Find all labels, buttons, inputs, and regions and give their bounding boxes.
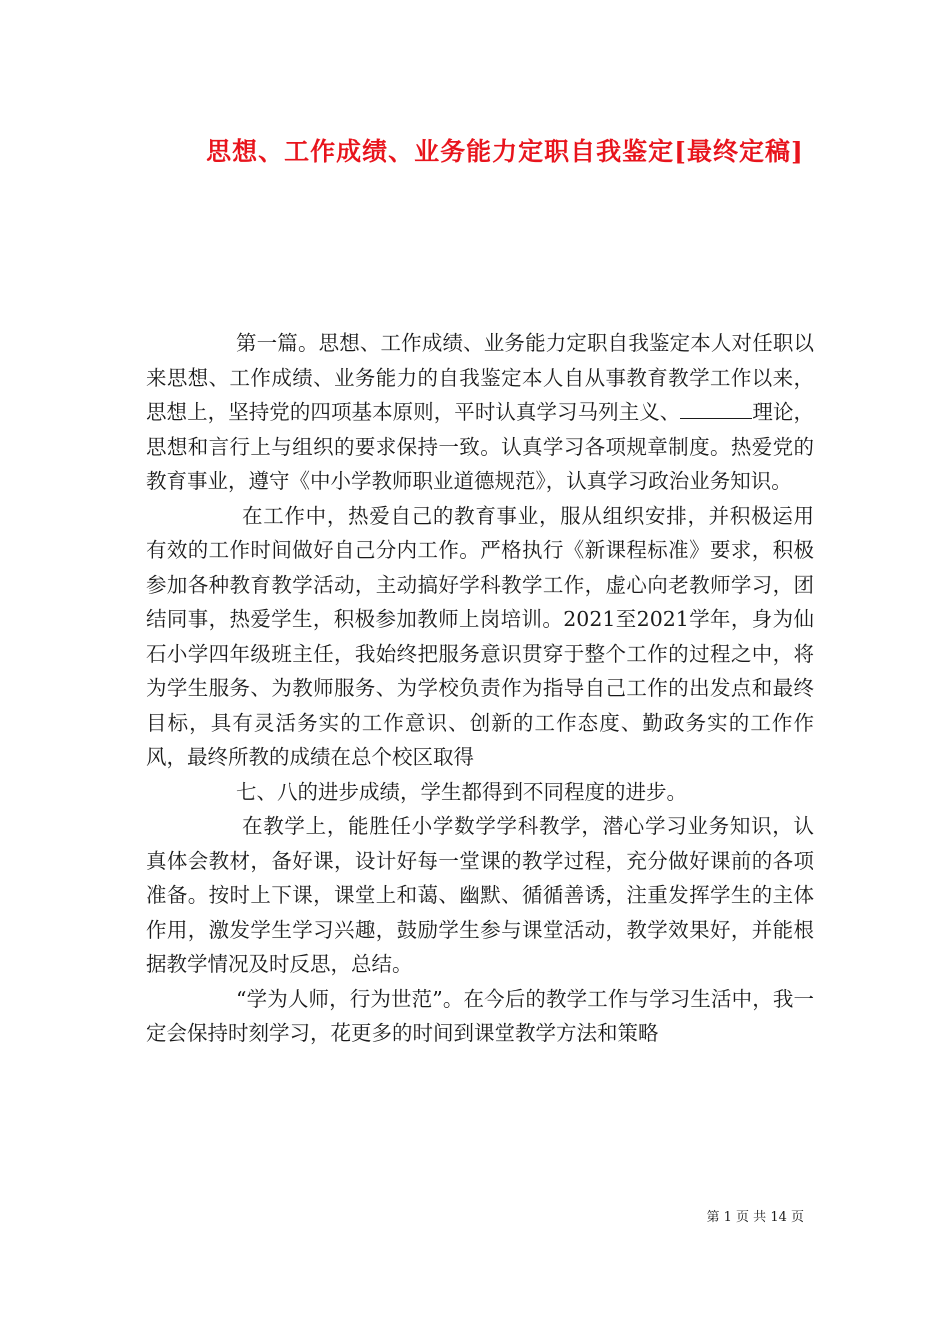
paragraph: 在教学上，能胜任小学数学学科教学，潜心学习业务知识，认真体会教材，备好课，设计好每一堂课的教学过程，充分做好课前的各项准备。按时上下课，课堂上和蔼、幽默、循循善诱，注重发挥学生的主体作用，激发学生学习兴趣，鼓励学生参与课堂活动，教学效果好，并能根据教学情况及时反思，总结。 [146,814,814,976]
page-number: 第 1 页 共 14 页 [706,1210,804,1225]
paragraph: “学为人师，行为世范”。在今后的教学工作与学习生活中，我一定会保持时刻学习，花更多的时间到课堂教学方法和策略 [146,986,814,1045]
paragraph-text: 理论，思想和言行上与组织的要求保持一致。认真学习各项规章制度。热爱党的教育事业，遵守《中小学教师职业道德规范》，认真学习政治业务知识。 [146,400,814,493]
paragraph: 七、八的进步成绩，学生都得到不同程度的进步。 [236,779,687,804]
paragraph-text: 第一篇。思想、工作成绩、业务能力定职自我鉴定本人对任职以来思想、工作成绩、业务能力的自我鉴定本人自从事教育教学工作以来，思想上，坚持党的四项基本原则，平时认真学习马列主义、 [146,331,814,424]
paragraph: 在工作中，热爱自己的教育事业，服从组织安排，并积极运用有效的工作时间做好自己分内工作。严格执行《新课程标准》要求，积极参加各种教育教学活动，主动搞好学科教学工作，虚心向老教师学习，团结同事，热爱学生，积极参加教师上岗培训。2021至2021学年，身为仙石小学四年级班主任，我始终把服务意识贯穿于整个工作的过程之中，将为学生服务、为教师服务、为学校负责作为指导自己工作的出发点和最终目标，具有灵活务实的工作意识、创新的工作态度、勤政务实的工作作风，最终所教的成绩在总个校区取得 [146,503,814,769]
paragraph [146,326,814,499]
blank-underline [680,400,752,419]
document-body [146,326,814,1051]
document-title: 思想、工作成绩、业务能力定职自我鉴定[最终定稿] [206,137,804,166]
